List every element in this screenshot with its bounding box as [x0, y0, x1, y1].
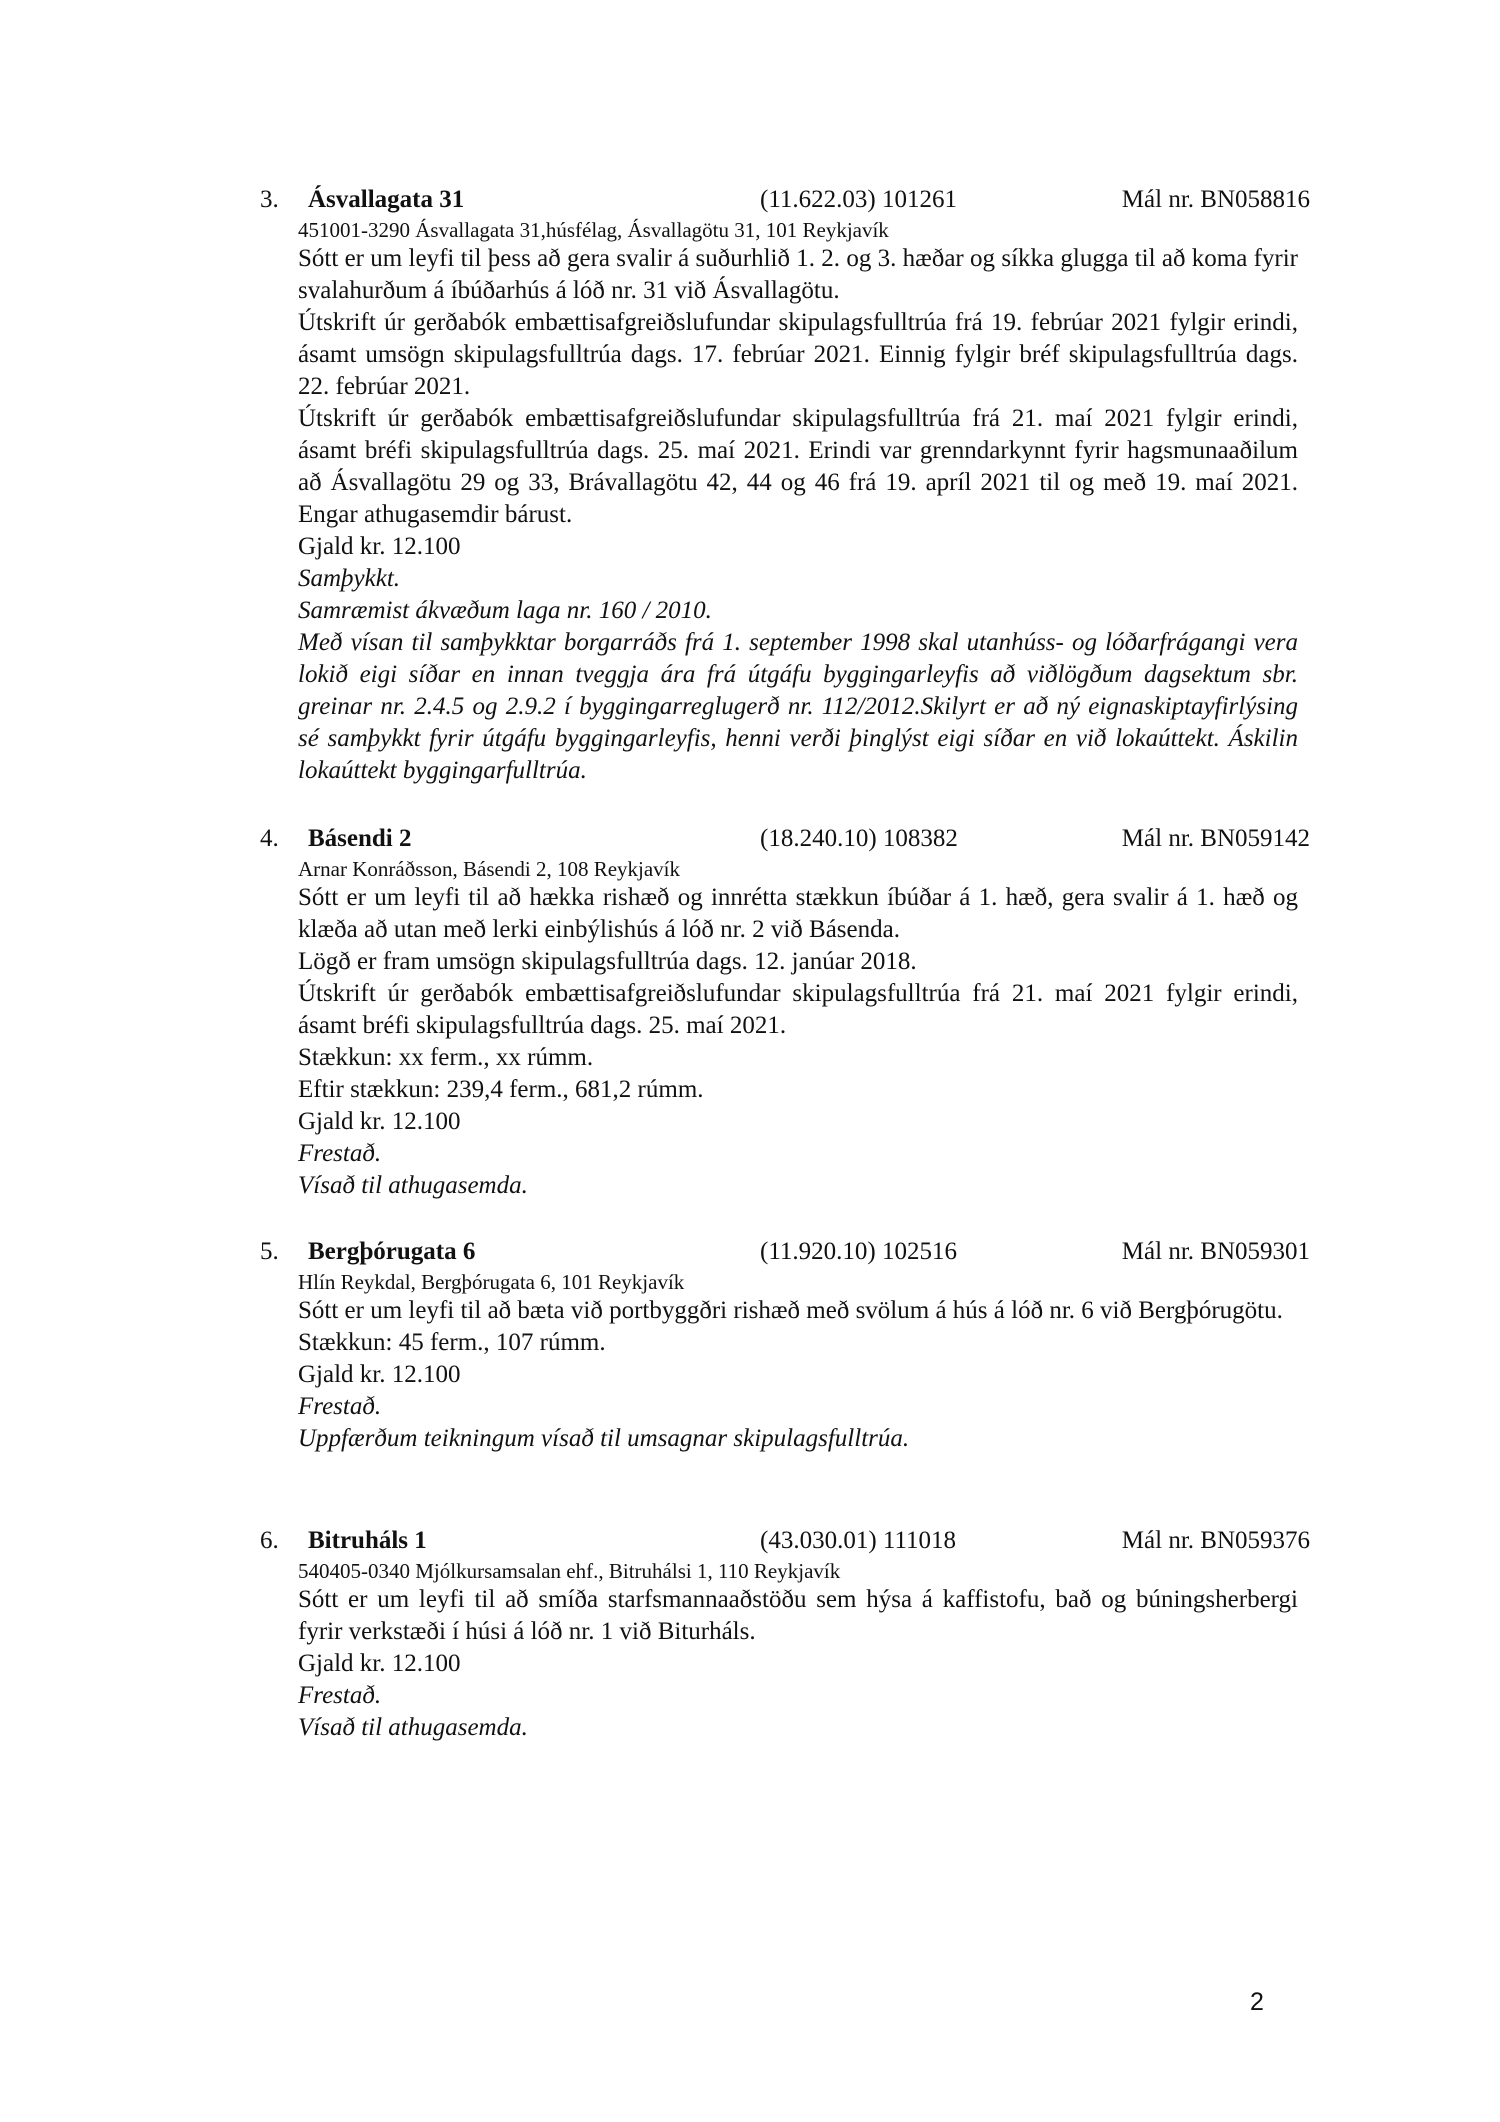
case-title: Básendi 2: [308, 825, 412, 852]
case-header: [260, 822, 1310, 856]
case-header: [260, 1524, 1310, 1558]
case-number: 5.: [260, 1238, 279, 1265]
case-header: [260, 183, 1310, 217]
decision-text: Vísað til athugasemda.: [298, 1714, 528, 1741]
case-paragraph: Gjald kr. 12.100: [298, 1361, 461, 1388]
property-code: (18.240.10) 108382: [760, 825, 958, 852]
decision-text: Með vísan til samþykktar borgarráðs frá 1. september 1998 skal utanhúss- og lóðarfrágangi vera lokið eigi síðar en innan tveggja ára frá útgáfu byggingarleyfis að viðlögðum dagsektum sbr. greinar nr. 2.4.5 og 2.9.2 í byggingarreglugerð nr. 112/2012.Skilyrt er að ný eignaskiptayfirlýsing sé samþykkt fyrir útgáfu byggingarleyfis, henni verði þinglýst eigi síðar en við lokaúttekt. Áskilin lokaúttekt byggingarfulltrúa.: [298, 629, 1298, 784]
case-paragraph: Gjald kr. 12.100: [298, 533, 461, 560]
decision-text: Frestað.: [298, 1393, 382, 1420]
applicant-line: 451001-3290 Ásvallagata 31,húsfélag, Ásvallagötu 31, 101 Reykjavík: [298, 218, 889, 242]
case-paragraph: Gjald kr. 12.100: [298, 1650, 461, 1677]
page-number: 2: [1250, 1988, 1264, 2016]
decision-text: Uppfærðum teikningum vísað til umsagnar skipulagsfulltrúa.: [298, 1425, 910, 1452]
case-paragraph: Sótt er um leyfi til að hækka rishæð og innrétta stækkun íbúðar á 1. hæð, gera svalir á 1. hæð og klæða að utan með lerki einbýlishús á lóð nr. 2 við Básenda.: [298, 884, 1298, 943]
case-title: Ásvallagata 31: [308, 186, 465, 213]
case-paragraph: Lögð er fram umsögn skipulagsfulltrúa dags. 12. janúar 2018.: [298, 948, 917, 975]
case-reference: Mál nr. BN059301: [1121, 1238, 1310, 1265]
case-number: 4.: [260, 825, 279, 852]
case-item: [260, 183, 1310, 787]
case-item: [260, 1524, 1310, 1744]
case-item: [260, 822, 1310, 1202]
case-paragraph: Eftir stækkun: 239,4 ferm., 681,2 rúmm.: [298, 1076, 704, 1103]
case-paragraph: Sótt er um leyfi til þess að gera svalir á suðurhlið 1. 2. og 3. hæðar og síkka glugga til að koma fyrir svalahurðum á íbúðarhús á lóð nr. 31 við Ásvallagötu.: [298, 245, 1298, 304]
case-reference: Mál nr. BN058816: [1121, 186, 1310, 213]
case-paragraph: Útskrift úr gerðabók embættisafgreiðslufundar skipulagsfulltrúa frá 21. maí 2021 fylgir erindi, ásamt bréfi skipulagsfulltrúa dags. 25. maí 2021.: [298, 980, 1298, 1039]
case-body: [298, 217, 1298, 787]
applicant-line: Hlín Reykdal, Bergþórugata 6, 101 Reykjavík: [298, 1270, 685, 1294]
case-item: [260, 1235, 1310, 1455]
case-paragraph: Stækkun: xx ferm., xx rúmm.: [298, 1044, 594, 1071]
case-header: [260, 1235, 1310, 1269]
case-number: 6.: [260, 1527, 279, 1554]
decision-text: Vísað til athugasemda.: [298, 1172, 528, 1199]
case-number: 3.: [260, 186, 279, 213]
decision-text: Samþykkt.: [298, 565, 401, 592]
applicant-line: 540405-0340 Mjólkursamsalan ehf., Bitruhálsi 1, 110 Reykjavík: [298, 1559, 841, 1583]
case-paragraph: Stækkun: 45 ferm., 107 rúmm.: [298, 1329, 606, 1356]
case-paragraph: Útskrift úr gerðabók embættisafgreiðslufundar skipulagsfulltrúa frá 21. maí 2021 fylgir erindi, ásamt bréfi skipulagsfulltrúa dags. 25. maí 2021. Erindi var grenndarkynnt fyrir hagsmunaaðilum að Ásvallagötu 29 og 33, Brávallagötu 42, 44 og 46 frá 19. apríl 2021 til og með 19. maí 2021. Engar athugasemdir bárust.: [298, 405, 1298, 528]
case-title: Bergþórugata 6: [308, 1238, 476, 1265]
case-title: Bitruháls 1: [308, 1527, 427, 1554]
case-paragraph: Sótt er um leyfi til að smíða starfsmannaaðstöðu sem hýsa á kaffistofu, bað og búningsherbergi fyrir verkstæði í húsi á lóð nr. 1 við Biturháls.: [298, 1586, 1298, 1645]
case-body: [298, 856, 1298, 1202]
decision-text: Frestað.: [298, 1140, 382, 1167]
property-code: (43.030.01) 111018: [760, 1527, 957, 1554]
case-paragraph: Gjald kr. 12.100: [298, 1108, 461, 1135]
case-paragraph: Útskrift úr gerðabók embættisafgreiðslufundar skipulagsfulltrúa frá 19. febrúar 2021 fylgir erindi, ásamt umsögn skipulagsfulltrúa dags. 17. febrúar 2021. Einnig fylgir bréf skipulagsfulltrúa dags. 22. febrúar 2021.: [298, 309, 1298, 400]
applicant-line: Arnar Konráðsson, Básendi 2, 108 Reykjavík: [298, 857, 681, 881]
property-code: (11.622.03) 101261: [760, 186, 957, 213]
case-body: [298, 1558, 1298, 1744]
case-reference: Mál nr. BN059142: [1121, 825, 1310, 852]
property-code: (11.920.10) 102516: [760, 1238, 957, 1265]
decision-text: Frestað.: [298, 1682, 382, 1709]
case-body: [298, 1269, 1298, 1455]
case-paragraph: Sótt er um leyfi til að bæta við portbyggðri rishæð með svölum á hús á lóð nr. 6 við Bergþórugötu.: [298, 1297, 1283, 1324]
decision-text: Samræmist ákvæðum laga nr. 160 / 2010.: [298, 597, 712, 624]
case-reference: Mál nr. BN059376: [1121, 1527, 1310, 1554]
